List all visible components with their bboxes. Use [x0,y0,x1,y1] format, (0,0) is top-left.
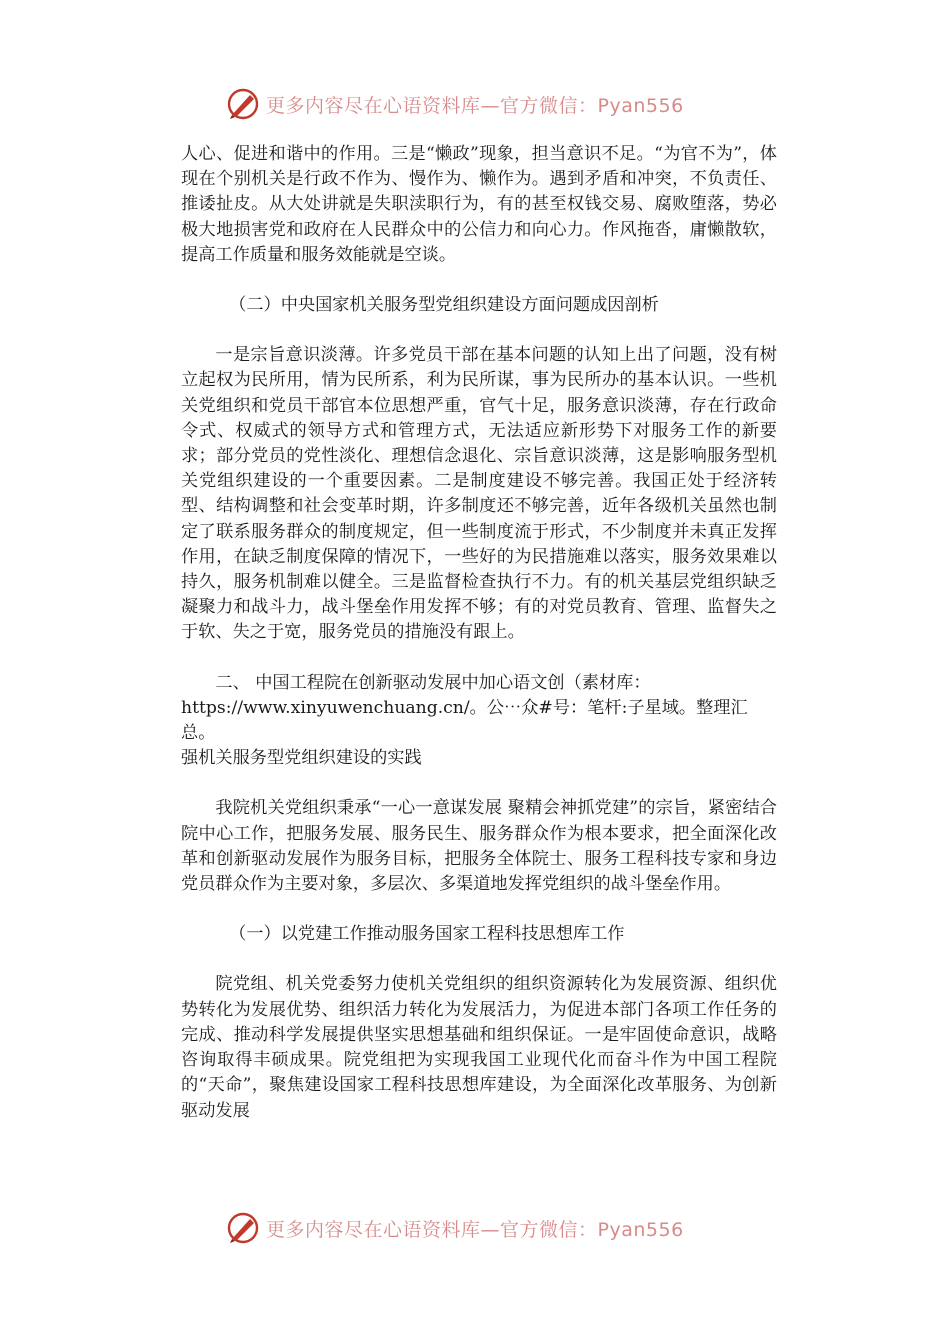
section-2-line-3: 强机关服务型党组织建设的实践 [181,748,422,769]
header-banner-text: 更多内容尽在心语资料库—官方微信：Pyan556 [266,94,684,117]
footer-banner-text: 更多内容尽在心语资料库—官方微信：Pyan556 [266,1218,684,1241]
paragraph-2: 一是宗旨意识淡薄。许多党员干部在基本问题的认知上出了问题，没有树立起权为民所用，情为民所系，利为民所谋，事为民所办的基本认识。一些机关党组织和党员干部官本位思想严重，官气十足，服务意识淡薄，存在行政命令式、权威式的领导方式和管理方式，无法适应新形势下对服务工作的新要求；部分党员的党性淡化、理想信念退化、宗旨意识淡薄，这是影响服务型机关党组织建设的一个重要因素。二是制度建设不够完善。我国正处于经济转型、结构调整和社会变革时期，许多制度还不够完善，近年各级机关虽然也制定了联系服务群众的制度规定，但一些制度流于形式，不少制度并未真正发挥作用，在缺乏制度保障的情况下，一些好的为民措施难以落实，服务效果难以持久，服务机制难以健全。三是监督检查执行不力。有的机关基层党组织缺乏凝聚力和战斗力，战斗堡垒作用发挥不够；有的对党员教育、管理、监督失之于软、失之于宽，服务党员的措施没有跟上。 [181,345,777,643]
document-body [181,142,777,1149]
paragraph-1: 人心、促进和谐中的作用。三是“懒政”现象，担当意识不足。“为官不为”，体现在个别机关是行政不作为、慢作为、懒作为。遇到矛盾和冲突，不负责任、推诿扯皮。从大处讲就是失职渎职行为，有的甚至权钱交易、腐败堕落，势必极大地损害党和政府在人民群众中的公信力和向心力。作风拖沓，庸懒散软，提高工作质量和服务效能就是空谈。 [181,144,777,265]
paragraph-4: 院党组、机关党委努力使机关党组织的组织资源转化为发展资源、组织优势转化为发展优势、组织活力转化为发展活力，为促进本部门各项工作任务的完成、推动科学发展提供坚实思想基础和组织保证。一是牢固使命意识，战略咨询取得丰硕成果。院党组把为实现我国工业现代化而奋斗作为中国工程院的“天命”，聚焦建设国家工程科技思想库建设，为全面深化改革服务、为创新驱动发展 [181,974,777,1121]
pen-circle-logo-icon [226,1211,260,1245]
subheading-3: （一）以党建工作推动服务国家工程科技思想库工作 [229,924,625,945]
section-2-heading [181,671,777,772]
section-2-line-1: 二、 中国工程院在创新驱动发展中加心语文创（素材库： [215,672,651,693]
paragraph-3: 我院机关党组织秉承“一心一意谋发展 聚精会神抓党建”的宗旨，紧密结合院中心工作，把服务发展、服务民生、服务群众作为根本要求，把全面深化改革和创新驱动发展作为服务目标，把服务全体院士、服务工程科技专家和身边党员群众作为主要对象，多层次、多渠道地发挥党组织的战斗堡垒作用。 [181,798,777,895]
footer-banner [226,1208,746,1248]
section-2-line-2: https://www.xinyuwenchuang.cn/。公⋯众#号：笔杆:子星域。整理汇总。 [181,697,748,744]
pen-circle-logo-icon [226,87,260,121]
subheading-2: （二）中央国家机关服务型党组织建设方面问题成因剖析 [229,295,659,316]
header-banner [226,84,746,124]
